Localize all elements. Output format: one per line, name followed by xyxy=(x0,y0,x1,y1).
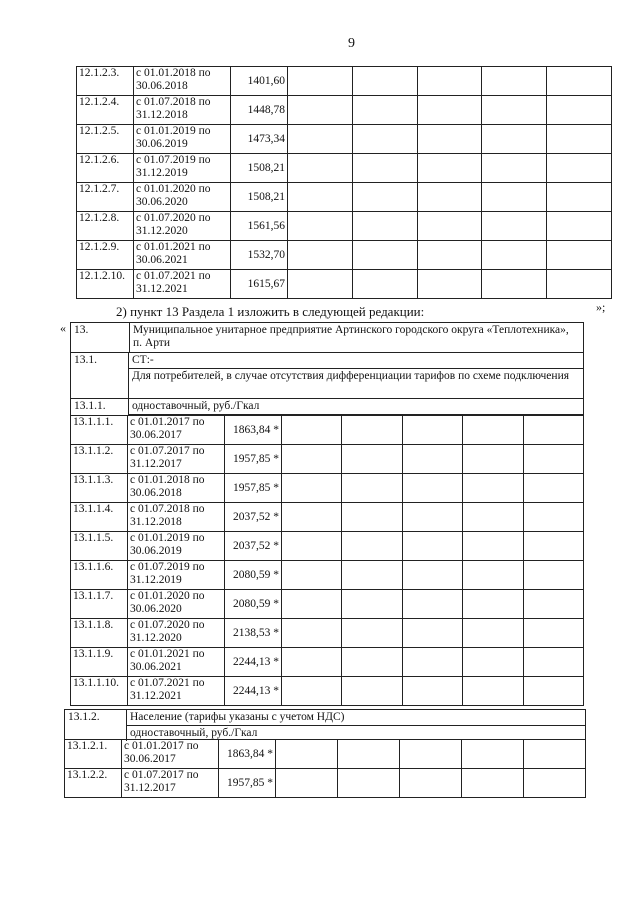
empty-cell xyxy=(482,270,547,299)
opening-quote: « xyxy=(60,321,66,335)
empty-cell xyxy=(417,241,482,270)
empty-cell xyxy=(288,154,353,183)
section-title: Муниципальное унитарное предприятие Артинского городского округа «Теплотехника», п. Арти xyxy=(129,323,583,352)
empty-cell xyxy=(462,740,524,769)
table-row xyxy=(71,677,584,706)
empty-cell xyxy=(482,67,547,96)
empty-cell xyxy=(352,96,417,125)
empty-cell xyxy=(282,561,342,590)
one-part-code: 13.1.1. xyxy=(71,398,129,416)
empty-cell xyxy=(352,154,417,183)
empty-cell xyxy=(282,619,342,648)
row-code: 12.1.2.6. xyxy=(77,154,134,183)
empty-cell xyxy=(463,503,523,532)
empty-cell xyxy=(352,67,417,96)
empty-cell xyxy=(417,154,482,183)
row-value: 1448,78 xyxy=(231,96,288,125)
empty-cell xyxy=(417,96,482,125)
empty-cell xyxy=(282,677,342,706)
row-period: с 01.01.2019 по 30.06.2019 xyxy=(134,125,231,154)
empty-cell xyxy=(402,619,462,648)
section-13-header xyxy=(70,322,584,415)
empty-cell xyxy=(547,154,612,183)
empty-cell xyxy=(482,154,547,183)
population-header xyxy=(64,709,586,740)
table-row xyxy=(77,241,612,270)
empty-cell xyxy=(276,769,338,798)
empty-cell xyxy=(417,270,482,299)
empty-cell xyxy=(523,416,583,445)
row-code: 12.1.2.7. xyxy=(77,183,134,212)
row-code: 13.1.1.3. xyxy=(71,474,128,503)
empty-cell xyxy=(463,561,523,590)
empty-cell xyxy=(524,769,586,798)
empty-cell xyxy=(342,677,402,706)
empty-cell xyxy=(352,183,417,212)
row-period: с 01.07.2021 по 31.12.2021 xyxy=(134,270,231,299)
row-value: 1615,67 xyxy=(231,270,288,299)
empty-cell xyxy=(523,445,583,474)
row-code: 13.1.1.4. xyxy=(71,503,128,532)
row-value: 1863,84 * xyxy=(225,416,282,445)
row-period: с 01.07.2018 по 31.12.2018 xyxy=(134,96,231,125)
row-period: с 01.01.2021 по 30.06.2021 xyxy=(128,648,225,677)
empty-cell xyxy=(288,96,353,125)
empty-cell xyxy=(482,183,547,212)
table-row xyxy=(77,212,612,241)
row-period: с 01.01.2018 по 30.06.2018 xyxy=(128,474,225,503)
empty-cell xyxy=(523,590,583,619)
tariff-table-bottom xyxy=(64,739,586,798)
row-value: 2138,53 * xyxy=(225,619,282,648)
empty-cell xyxy=(547,241,612,270)
section-code: 13. xyxy=(74,324,89,336)
row-value: 1863,84 * xyxy=(219,740,276,769)
tariff-table-mid xyxy=(70,415,584,706)
row-period: с 01.01.2020 по 30.06.2020 xyxy=(128,590,225,619)
row-code: 12.1.2.4. xyxy=(77,96,134,125)
empty-cell xyxy=(482,241,547,270)
row-code: 13.1.1.2. xyxy=(71,445,128,474)
empty-cell xyxy=(342,416,402,445)
empty-cell xyxy=(402,677,462,706)
empty-cell xyxy=(352,212,417,241)
table-row xyxy=(77,154,612,183)
row-code: 13.1.1.10. xyxy=(71,677,128,706)
empty-cell xyxy=(547,67,612,96)
row-code: 12.1.2.5. xyxy=(77,125,134,154)
empty-cell xyxy=(276,740,338,769)
empty-cell xyxy=(417,125,482,154)
row-period: с 01.07.2019 по 31.12.2019 xyxy=(134,154,231,183)
empty-cell xyxy=(523,532,583,561)
row-period: с 01.01.2018 по 30.06.2018 xyxy=(134,67,231,96)
table-row xyxy=(77,183,612,212)
one-part-label: одноставочный, руб./Гкал xyxy=(129,398,583,416)
empty-cell xyxy=(482,125,547,154)
empty-cell xyxy=(547,125,612,154)
empty-cell xyxy=(402,590,462,619)
empty-cell xyxy=(523,474,583,503)
empty-cell xyxy=(547,96,612,125)
row-period: с 01.07.2020 по 31.12.2020 xyxy=(128,619,225,648)
empty-cell xyxy=(402,474,462,503)
empty-cell xyxy=(463,619,523,648)
empty-cell xyxy=(463,532,523,561)
table-row xyxy=(71,561,584,590)
row-period: с 01.01.2020 по 30.06.2020 xyxy=(134,183,231,212)
row-value: 2080,59 * xyxy=(225,590,282,619)
row-value: 1561,56 xyxy=(231,212,288,241)
row-period: с 01.07.2021 по 31.12.2021 xyxy=(128,677,225,706)
population-one-part-label: одноставочный, руб./Гкал xyxy=(127,725,585,741)
page-number: 9 xyxy=(348,36,355,51)
row-code: 13.1.1.9. xyxy=(71,648,128,677)
empty-cell xyxy=(288,183,353,212)
row-period: с 01.07.2019 по 31.12.2019 xyxy=(128,561,225,590)
row-value: 1957,85 * xyxy=(219,769,276,798)
empty-cell xyxy=(352,241,417,270)
row-value: 1957,85 * xyxy=(225,474,282,503)
empty-cell xyxy=(342,532,402,561)
empty-cell xyxy=(342,648,402,677)
empty-cell xyxy=(463,677,523,706)
empty-cell xyxy=(417,67,482,96)
empty-cell xyxy=(288,212,353,241)
row-code: 12.1.2.3. xyxy=(77,67,134,96)
closing-quote: »; xyxy=(596,300,606,314)
empty-cell xyxy=(547,183,612,212)
empty-cell xyxy=(463,590,523,619)
table-row xyxy=(65,769,586,798)
empty-cell xyxy=(342,590,402,619)
consumers-label: Для потребителей, в случае отсутствия дифференциации тарифов по схеме подключения xyxy=(129,368,583,398)
empty-cell xyxy=(482,96,547,125)
empty-cell xyxy=(400,740,462,769)
row-code: 13.1.2.1. xyxy=(65,740,122,769)
empty-cell xyxy=(288,125,353,154)
empty-cell xyxy=(463,416,523,445)
empty-cell xyxy=(282,532,342,561)
empty-cell xyxy=(400,769,462,798)
empty-cell xyxy=(523,503,583,532)
row-period: с 01.07.2020 по 31.12.2020 xyxy=(134,212,231,241)
row-value: 2244,13 * xyxy=(225,648,282,677)
empty-cell xyxy=(352,125,417,154)
empty-cell xyxy=(282,445,342,474)
empty-cell xyxy=(523,677,583,706)
amendment-instruction: 2) пункт 13 Раздела 1 изложить в следующей редакции: xyxy=(116,304,425,319)
row-value: 1957,85 * xyxy=(225,445,282,474)
table-row xyxy=(71,619,584,648)
row-period: с 01.01.2019 по 30.06.2019 xyxy=(128,532,225,561)
sub-code: 13.1. xyxy=(71,352,129,416)
empty-cell xyxy=(524,740,586,769)
row-code: 13.1.1.7. xyxy=(71,590,128,619)
empty-cell xyxy=(342,561,402,590)
row-code: 13.1.1.6. xyxy=(71,561,128,590)
empty-cell xyxy=(402,532,462,561)
empty-cell xyxy=(463,445,523,474)
row-period: с 01.01.2017 по 30.06.2017 xyxy=(128,416,225,445)
empty-cell xyxy=(288,270,353,299)
table-row xyxy=(71,532,584,561)
empty-cell xyxy=(342,445,402,474)
empty-cell xyxy=(402,503,462,532)
row-value: 2080,59 * xyxy=(225,561,282,590)
table-row xyxy=(71,416,584,445)
empty-cell xyxy=(342,619,402,648)
row-period: с 01.01.2017 по 30.06.2017 xyxy=(122,740,219,769)
empty-cell xyxy=(402,561,462,590)
sub-label: СТ:- xyxy=(129,352,583,368)
population-label: Население (тарифы указаны с учетом НДС) xyxy=(130,711,345,723)
table-row xyxy=(71,474,584,503)
empty-cell xyxy=(282,416,342,445)
empty-cell xyxy=(282,503,342,532)
empty-cell xyxy=(417,183,482,212)
empty-cell xyxy=(338,769,400,798)
empty-cell xyxy=(402,648,462,677)
row-value: 1532,70 xyxy=(231,241,288,270)
row-period: с 01.07.2018 по 31.12.2018 xyxy=(128,503,225,532)
row-value: 1508,21 xyxy=(231,154,288,183)
row-code: 13.1.2.2. xyxy=(65,769,122,798)
empty-cell xyxy=(282,590,342,619)
table-row xyxy=(77,125,612,154)
table-row xyxy=(71,503,584,532)
row-code: 12.1.2.10. xyxy=(77,270,134,299)
empty-cell xyxy=(402,445,462,474)
row-value: 1473,34 xyxy=(231,125,288,154)
table-row xyxy=(65,740,586,769)
row-value: 2037,52 * xyxy=(225,503,282,532)
row-value: 1508,21 xyxy=(231,183,288,212)
table-row xyxy=(71,590,584,619)
row-value: 1401,60 xyxy=(231,67,288,96)
empty-cell xyxy=(547,270,612,299)
table-row xyxy=(71,445,584,474)
empty-cell xyxy=(523,619,583,648)
row-code: 12.1.2.9. xyxy=(77,241,134,270)
empty-cell xyxy=(352,270,417,299)
empty-cell xyxy=(462,769,524,798)
table-row xyxy=(77,67,612,96)
row-code: 13.1.1.1. xyxy=(71,416,128,445)
empty-cell xyxy=(402,416,462,445)
empty-cell xyxy=(342,474,402,503)
table-row xyxy=(71,648,584,677)
empty-cell xyxy=(282,474,342,503)
row-value: 2037,52 * xyxy=(225,532,282,561)
empty-cell xyxy=(288,67,353,96)
empty-cell xyxy=(342,503,402,532)
table-row xyxy=(77,96,612,125)
row-code: 13.1.1.5. xyxy=(71,532,128,561)
empty-cell xyxy=(338,740,400,769)
empty-cell xyxy=(547,212,612,241)
row-period: с 01.07.2017 по 31.12.2017 xyxy=(122,769,219,798)
row-period: с 01.07.2017 по 31.12.2017 xyxy=(128,445,225,474)
table-row xyxy=(77,270,612,299)
row-code: 12.1.2.8. xyxy=(77,212,134,241)
empty-cell xyxy=(282,648,342,677)
empty-cell xyxy=(523,561,583,590)
empty-cell xyxy=(482,212,547,241)
population-code: 13.1.2. xyxy=(65,710,127,741)
row-value: 2244,13 * xyxy=(225,677,282,706)
empty-cell xyxy=(523,648,583,677)
row-period: с 01.01.2021 по 30.06.2021 xyxy=(134,241,231,270)
empty-cell xyxy=(288,241,353,270)
empty-cell xyxy=(463,648,523,677)
tariff-table-top xyxy=(76,66,612,299)
empty-cell xyxy=(417,212,482,241)
row-code: 13.1.1.8. xyxy=(71,619,128,648)
empty-cell xyxy=(463,474,523,503)
